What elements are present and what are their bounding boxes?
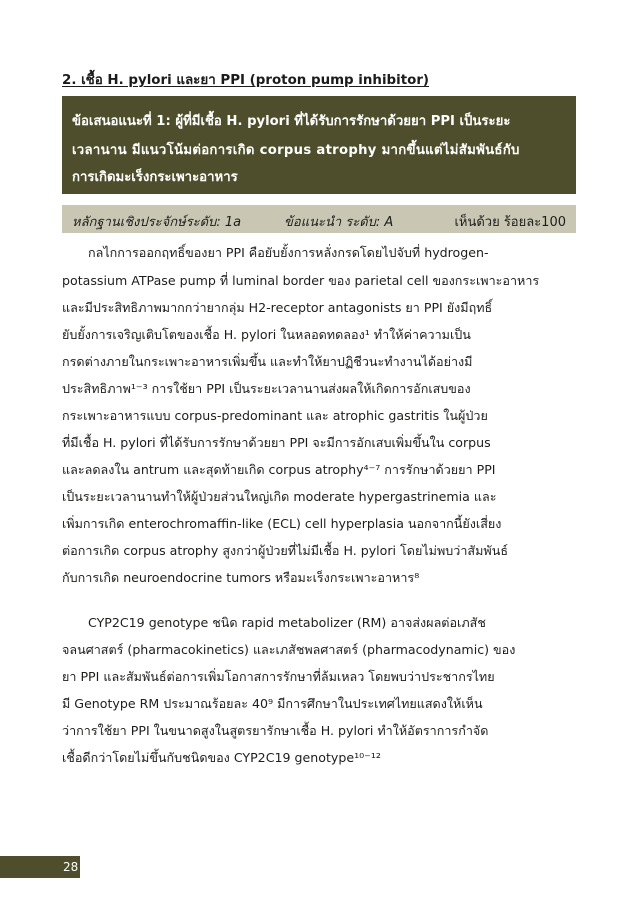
body-line: ประสิทธิภาพ¹⁻³ การใช้ยา PPI เป็นระยะเวลานานส่งผลให้เกิดการอักเสบของ bbox=[62, 381, 471, 396]
recommendation-grade: ข้อแนะนำ ระดับ: A bbox=[284, 215, 394, 230]
body-line: เป็นระยะเวลานานทำให้ผู้ป่วยส่วนใหญ่เกิด moderate hypergastrinemia และ bbox=[62, 489, 497, 504]
section-heading: 2. เชื้อ H. pylori และยา PPI (proton pump inhibitor) bbox=[62, 73, 430, 88]
body-line: และลดลงใน antrum และสุดท้ายเกิด corpus atrophy⁴⁻⁷ การรักษาด้วยยา PPI bbox=[62, 462, 496, 477]
body-line: กระเพาะอาหารแบบ corpus-predominant และ atrophic gastritis ในผู้ป่วย bbox=[62, 408, 488, 423]
body-line: ยา PPI และสัมพันธ์ต่อการเพิ่มโอกาสการรักษาที่ล้มเหลว โดยพบว่าประชากรไทย bbox=[62, 669, 495, 684]
body-line: ยับยั้งการเจริญเติบโตของเชื้อ H. pylori ในหลอดทดลอง¹ ทำให้ค่าความเป็น bbox=[62, 327, 471, 342]
body-line: เพิ่มการเกิด enterochromaffin-like (ECL) cell hyperplasia นอกจากนี้ยังเสี่ยง bbox=[62, 516, 502, 531]
body-line: CYP2C19 genotype ชนิด rapid metabolizer (RM) อาจส่งผลต่อเภสัช bbox=[88, 615, 486, 630]
evidence-level: หลักฐานเชิงประจักษ์ระดับ: 1a bbox=[72, 215, 242, 230]
body-line: ต่อการเกิด corpus atrophy สูงกว่าผู้ป่วยที่ไม่มีเชื้อ H. pylori โดยไม่พบว่าสัมพันธ์ bbox=[62, 543, 509, 558]
body-line: เชื้อดีกว่าโดยไม่ขึ้นกับชนิดของ CYP2C19 genotype¹⁰⁻¹² bbox=[62, 750, 381, 765]
evidence-bar bbox=[62, 205, 576, 233]
recommendation-line: เวลานาน มีแนวโน้มต่อการเกิด corpus atrophy มากขึ้นแต่ไม่สัมพันธ์กับ bbox=[72, 143, 520, 158]
recommendation-line: ข้อเสนอแนะที่ 1: ผู้ที่มีเชื้อ H. pylori ที่ได้รับการรักษาด้วยยา PPI เป็นระยะ bbox=[72, 114, 511, 129]
recommendation-box bbox=[62, 96, 576, 194]
body-line: มี Genotype RM ประมาณร้อยละ 40⁹ มีการศึกษาในประเทศไทยแสดงให้เห็น bbox=[62, 696, 483, 711]
body-line: และมีประสิทธิภาพมากกว่ายากลุ่ม H2-receptor antagonists ยา PPI ยังมีฤทธิ์ bbox=[62, 300, 493, 315]
body-line: กรดต่างภายในกระเพาะอาหารเพิ่มขึ้น และทำให้ยาปฏิชีวนะทำงานได้อย่างมี bbox=[62, 354, 473, 369]
body-line: จลนศาสตร์ (pharmacokinetics) และเภสัชพลศาสตร์ (pharmacodynamic) ของ bbox=[62, 642, 516, 657]
body-line: ว่าการใช้ยา PPI ในขนาดสูงในสูตรยารักษาเชื้อ H. pylori ทำให้อัตราการกำจัด bbox=[62, 723, 489, 738]
body-line: potassium ATPase pump ที่ luminal border ของ parietal cell ของกระเพาะอาหาร bbox=[62, 273, 540, 288]
body-line: กับการเกิด neuroendocrine tumors หรือมะเร็งกระเพาะอาหาร⁸ bbox=[62, 570, 420, 585]
agreement-percent: เห็นด้วย ร้อยละ100 bbox=[454, 215, 566, 230]
page-number-tab bbox=[0, 856, 80, 878]
body-line: ที่มีเชื้อ H. pylori ที่ได้รับการรักษาด้วยยา PPI จะมีการอักเสบเพิ่มขึ้นใน corpus bbox=[62, 435, 491, 450]
page-number: 28 bbox=[63, 860, 79, 874]
body-line: กลไกการออกฤทธิ์ของยา PPI คือยับยั้งการหลั่งกรดโดยไปจับที่ hydrogen- bbox=[88, 245, 489, 260]
recommendation-line: การเกิดมะเร็งกระเพาะอาหาร bbox=[72, 170, 238, 185]
